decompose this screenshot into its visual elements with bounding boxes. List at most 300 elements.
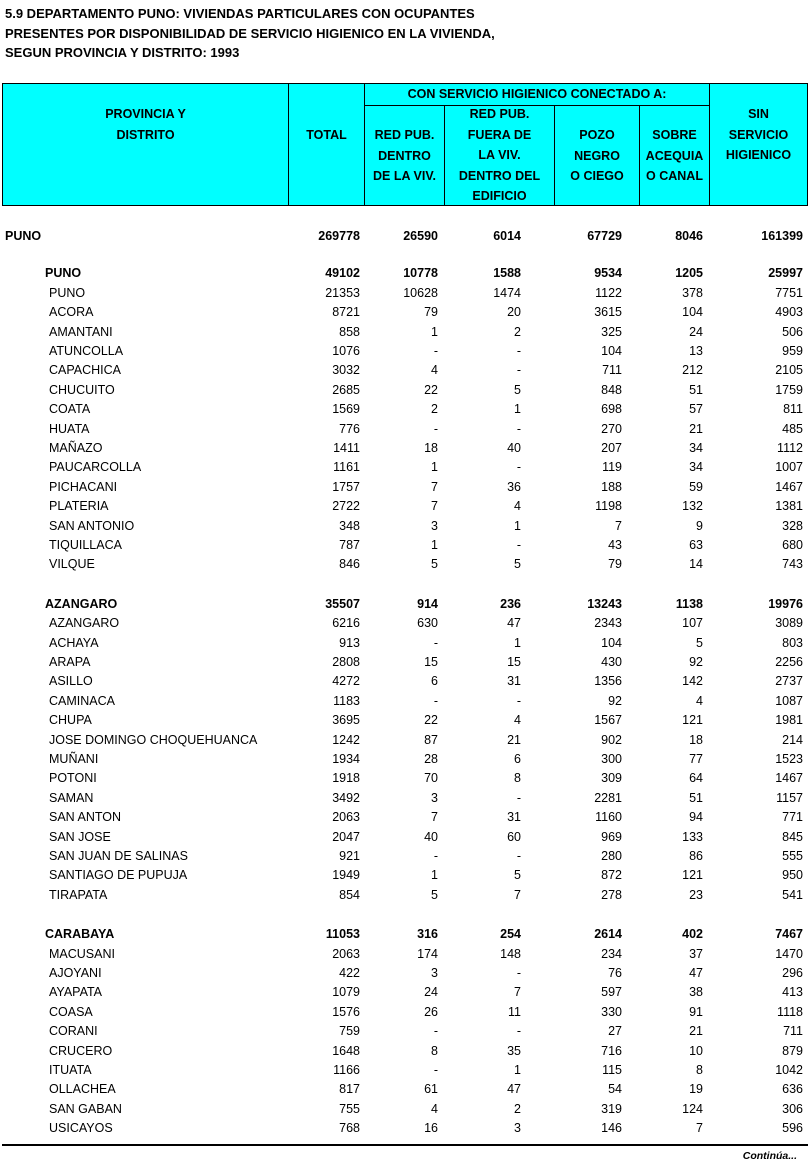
- row-value: 3089: [775, 616, 803, 631]
- row-value: 21: [507, 732, 521, 747]
- row-value: 212: [682, 363, 703, 378]
- row-value: 2685: [332, 382, 360, 397]
- row-value: 19: [689, 1082, 703, 1097]
- row-value: 300: [601, 752, 622, 766]
- row-value: 2: [431, 402, 438, 417]
- row-label: POTONI: [49, 771, 97, 786]
- row-value: -: [516, 693, 521, 708]
- table-row: [0, 1022, 811, 1041]
- row-value: -: [516, 363, 521, 378]
- row-label: PUNO: [45, 266, 82, 281]
- row-value: 91: [689, 1004, 703, 1019]
- row-value: -: [516, 790, 521, 805]
- row-label: SAN JUAN DE SALINAS: [49, 849, 188, 863]
- continued-note: Continúa...: [742, 1150, 797, 1162]
- row-value: 1183: [333, 693, 360, 708]
- row-value: -: [516, 1024, 521, 1039]
- row-value: 104: [601, 344, 622, 358]
- row-value: 743: [782, 557, 803, 572]
- row-value: 5: [514, 382, 521, 397]
- row-value: 28: [424, 752, 438, 766]
- row-label: COATA: [49, 402, 91, 417]
- row-value: -: [516, 849, 521, 863]
- row-label: PUNO: [5, 229, 42, 243]
- row-value: 969: [601, 829, 622, 844]
- row-value: 1381: [775, 499, 803, 514]
- row-value: 43: [608, 538, 622, 552]
- row-value: 21353: [325, 285, 360, 300]
- row-value: 2737: [775, 674, 803, 689]
- row-value: 5: [431, 887, 438, 902]
- row-value: 921: [339, 849, 360, 863]
- province-total-row: [0, 264, 811, 283]
- row-value: 5: [431, 557, 438, 572]
- row-value: 35: [507, 1043, 521, 1058]
- row-value: 817: [339, 1082, 360, 1097]
- row-value: 4: [514, 499, 521, 514]
- row-value: 1122: [595, 285, 622, 300]
- row-label: ARAPA: [49, 655, 91, 669]
- row-value: 47: [507, 616, 521, 631]
- row-value: 1949: [332, 868, 360, 883]
- row-value: -: [516, 344, 521, 358]
- row-value: 1981: [775, 713, 803, 728]
- row-value: 768: [339, 1121, 360, 1136]
- row-label: ATUNCOLLA: [49, 344, 124, 358]
- row-value: 596: [782, 1121, 803, 1136]
- row-value: 1205: [675, 266, 703, 281]
- row-value: 402: [682, 927, 703, 942]
- row-value: 1138: [675, 596, 703, 611]
- row-value: 26590: [403, 229, 438, 243]
- row-value: -: [433, 1024, 438, 1039]
- row-value: 2256: [775, 655, 803, 669]
- row-value: 4272: [332, 674, 360, 689]
- table-row: [0, 866, 811, 885]
- row-value: 1918: [332, 771, 360, 786]
- row-value: 16: [424, 1121, 438, 1136]
- row-value: 57: [689, 402, 703, 417]
- row-value: 10778: [403, 266, 438, 281]
- row-value: 161399: [761, 229, 803, 243]
- table-row: [0, 400, 811, 419]
- row-value: 1: [431, 324, 438, 339]
- row-value: 914: [417, 596, 438, 611]
- row-value: 148: [500, 946, 521, 961]
- table-row: [0, 458, 811, 477]
- row-value: 47: [507, 1082, 521, 1097]
- row-value: 236: [500, 596, 521, 611]
- table-row: [0, 692, 811, 711]
- row-value: 7: [431, 479, 438, 494]
- row-value: 1: [431, 868, 438, 883]
- row-value: 1079: [332, 985, 360, 1000]
- row-value: 51: [689, 790, 703, 805]
- row-value: 2: [514, 324, 521, 339]
- table-row: [0, 750, 811, 769]
- row-value: 1160: [595, 810, 622, 825]
- title-line: SEGUN PROVINCIA Y DISTRITO: 1993: [5, 45, 240, 60]
- row-value: 330: [601, 1004, 622, 1019]
- row-value: 1588: [493, 266, 521, 281]
- row-value: 328: [782, 518, 803, 533]
- department-total-row: [0, 227, 811, 246]
- row-value: 8: [431, 1043, 438, 1058]
- row-label: CAMINACA: [49, 693, 115, 708]
- row-value: 6216: [332, 616, 360, 631]
- row-value: 124: [682, 1101, 703, 1116]
- row-value: 711: [602, 363, 622, 378]
- row-label: USICAYOS: [49, 1121, 113, 1136]
- row-value: 15: [507, 655, 521, 669]
- table-row: [0, 478, 811, 497]
- table-row: [0, 439, 811, 458]
- row-value: 7: [615, 518, 622, 533]
- table-row: [0, 497, 811, 516]
- row-label: ACHAYA: [49, 635, 99, 650]
- row-label: SANTIAGO DE PUPUJA: [49, 868, 188, 883]
- row-value: 7: [514, 887, 521, 902]
- row-label: CAPACHICA: [49, 363, 122, 378]
- row-value: 2281: [594, 790, 622, 805]
- row-value: 49102: [325, 266, 360, 281]
- row-value: 430: [601, 655, 622, 669]
- row-value: 94: [689, 810, 703, 825]
- row-value: 872: [601, 868, 622, 883]
- table-row: [0, 672, 811, 691]
- table-row: [0, 1119, 811, 1138]
- row-value: 2047: [332, 829, 360, 844]
- row-value: 913: [339, 635, 360, 650]
- row-value: 133: [682, 829, 703, 844]
- row-value: 858: [339, 324, 360, 339]
- table-row: [0, 536, 811, 555]
- row-value: 1161: [333, 460, 360, 475]
- row-value: 325: [601, 324, 622, 339]
- table-row: [0, 1003, 811, 1022]
- row-value: 2063: [332, 810, 360, 825]
- row-value: 26: [424, 1004, 438, 1019]
- row-value: 3615: [594, 305, 622, 320]
- row-value: 269778: [318, 229, 360, 243]
- row-value: 319: [601, 1101, 622, 1116]
- row-value: 13: [689, 344, 703, 358]
- row-label: JOSE DOMINGO CHOQUEHUANCA: [49, 732, 258, 747]
- row-value: 7: [696, 1121, 703, 1136]
- row-value: 9: [696, 518, 703, 533]
- row-value: -: [433, 693, 438, 708]
- row-value: 60: [507, 829, 521, 844]
- row-value: 8: [696, 1063, 703, 1077]
- row-value: 1042: [775, 1063, 803, 1077]
- row-value: 3: [514, 1121, 521, 1136]
- row-value: 771: [782, 810, 803, 825]
- row-value: 38: [689, 985, 703, 1000]
- row-value: 1467: [775, 771, 803, 786]
- row-value: 776: [339, 421, 360, 436]
- table-row: [0, 847, 811, 866]
- row-value: 8721: [332, 305, 360, 320]
- row-value: 1242: [332, 732, 360, 747]
- table-row: [0, 731, 811, 750]
- row-value: 3032: [332, 363, 360, 378]
- row-value: 2063: [332, 946, 360, 961]
- row-value: 107: [682, 616, 703, 631]
- table-row: [0, 808, 811, 827]
- row-label: VILQUE: [49, 557, 95, 572]
- row-value: 19976: [768, 596, 803, 611]
- row-value: 959: [782, 344, 803, 358]
- row-value: 845: [782, 829, 803, 844]
- row-value: 64: [689, 771, 703, 786]
- row-label: CARABAYA: [45, 927, 115, 942]
- row-value: 1757: [332, 479, 360, 494]
- row-value: 1: [514, 402, 521, 417]
- row-value: 142: [682, 674, 703, 689]
- row-value: 1474: [493, 285, 521, 300]
- row-value: -: [433, 421, 438, 436]
- row-label: AJOYANI: [49, 966, 102, 980]
- header-group-label: CON SERVICIO HIGIENICO CONECTADO A:: [407, 87, 667, 101]
- row-label: CRUCERO: [49, 1043, 113, 1058]
- row-value: 18: [689, 732, 703, 747]
- row-value: 711: [783, 1024, 803, 1039]
- row-value: 2343: [594, 616, 622, 631]
- table-row: [0, 614, 811, 633]
- table-bottom-rule: [2, 1144, 808, 1146]
- row-value: -: [516, 966, 521, 980]
- row-value: 879: [782, 1043, 803, 1058]
- header-total: TOTAL: [306, 128, 347, 142]
- row-value: 35507: [325, 596, 360, 611]
- row-label: CHUPA: [49, 713, 92, 728]
- row-value: 8046: [675, 229, 703, 243]
- row-value: -: [516, 538, 521, 552]
- row-value: 2808: [332, 655, 360, 669]
- row-value: 31: [507, 810, 521, 825]
- row-value: 54: [608, 1082, 622, 1097]
- row-value: 1: [431, 460, 438, 475]
- row-label: MUÑANI: [49, 752, 99, 766]
- table-row: [0, 284, 811, 303]
- row-value: 92: [689, 655, 703, 669]
- table-row: [0, 828, 811, 847]
- row-value: -: [516, 421, 521, 436]
- table-row: [0, 361, 811, 380]
- row-value: 1: [514, 1063, 521, 1077]
- row-value: 119: [602, 460, 622, 475]
- row-value: 14: [689, 557, 703, 572]
- province-total-row: [0, 925, 811, 944]
- row-value: 716: [601, 1043, 622, 1058]
- row-value: 61: [424, 1082, 438, 1097]
- row-value: 759: [339, 1024, 360, 1039]
- row-value: 1157: [776, 790, 803, 805]
- row-value: 1112: [777, 441, 803, 455]
- row-value: 1: [514, 518, 521, 533]
- row-value: 37: [689, 946, 703, 961]
- row-value: 6014: [493, 229, 521, 243]
- row-label: ASILLO: [49, 674, 93, 689]
- row-value: 234: [601, 946, 622, 961]
- row-label: SAN GABAN: [49, 1101, 122, 1116]
- row-value: 207: [601, 441, 622, 455]
- row-value: 104: [601, 635, 622, 650]
- row-value: 1: [431, 538, 438, 552]
- row-value: 115: [602, 1063, 622, 1077]
- row-value: 6: [514, 752, 521, 766]
- row-value: 10628: [403, 285, 438, 300]
- row-value: 1076: [332, 344, 360, 358]
- row-value: 2614: [594, 927, 622, 942]
- row-value: 309: [601, 771, 622, 786]
- row-value: 1356: [594, 674, 622, 689]
- row-value: 87: [424, 732, 438, 747]
- row-value: 7: [514, 985, 521, 1000]
- row-label: PLATERIA: [49, 499, 109, 514]
- table-row: [0, 420, 811, 439]
- row-value: 77: [689, 752, 703, 766]
- row-value: 121: [682, 713, 703, 728]
- row-value: 7: [431, 810, 438, 825]
- row-label: TIQUILLACA: [49, 538, 122, 552]
- row-value: 1198: [595, 499, 622, 514]
- row-value: 1467: [775, 479, 803, 494]
- table-row: [0, 1042, 811, 1061]
- row-value: 1470: [775, 946, 803, 961]
- row-label: MACUSANI: [49, 946, 115, 961]
- row-value: 846: [339, 557, 360, 572]
- row-value: 803: [782, 635, 803, 650]
- row-value: 11: [508, 1004, 521, 1019]
- row-value: 36: [507, 479, 521, 494]
- header-province: PROVINCIA Y DISTRITO: [105, 107, 186, 142]
- row-value: 787: [339, 538, 360, 552]
- row-value: 3492: [332, 790, 360, 805]
- row-label: SAN JOSE: [49, 829, 111, 844]
- row-label: COASA: [49, 1004, 93, 1019]
- row-value: 306: [782, 1101, 803, 1116]
- row-value: 296: [782, 966, 803, 980]
- row-value: 413: [782, 985, 803, 1000]
- table-row: [0, 945, 811, 964]
- table-row: [0, 303, 811, 322]
- row-value: 5: [514, 557, 521, 572]
- table-row: [0, 323, 811, 342]
- row-value: 378: [682, 285, 703, 300]
- row-value: 316: [417, 927, 438, 942]
- row-value: 146: [601, 1121, 622, 1136]
- row-value: 854: [339, 887, 360, 902]
- row-value: -: [516, 460, 521, 475]
- row-value: 4: [431, 1101, 438, 1116]
- row-value: 79: [608, 557, 622, 572]
- row-value: -: [433, 1063, 438, 1077]
- table-row: [0, 1100, 811, 1119]
- row-value: 15: [424, 655, 438, 669]
- row-value: 485: [782, 421, 803, 436]
- row-value: 3: [431, 966, 438, 980]
- table-row: [0, 381, 811, 400]
- row-value: 7: [431, 499, 438, 514]
- row-value: 23: [689, 887, 703, 902]
- row-value: 680: [782, 538, 803, 552]
- table-header: [2, 83, 808, 206]
- row-value: 79: [424, 305, 438, 320]
- row-value: 11053: [325, 927, 360, 942]
- table-row: [0, 711, 811, 730]
- row-value: 121: [682, 868, 703, 883]
- row-value: 104: [682, 305, 703, 320]
- row-value: 1087: [775, 693, 803, 708]
- row-value: 2: [514, 1101, 521, 1116]
- row-value: 214: [782, 732, 803, 747]
- title-line: 5.9 DEPARTAMENTO PUNO: VIVIENDAS PARTICULARES CON OCUPANTES: [5, 6, 475, 21]
- row-label: PICHACANI: [49, 479, 118, 494]
- row-label: ITUATA: [49, 1063, 92, 1077]
- province-total-row: [0, 595, 811, 614]
- row-value: 9534: [594, 266, 622, 281]
- row-value: 3695: [332, 713, 360, 728]
- row-value: 34: [689, 441, 703, 455]
- row-value: 24: [424, 985, 438, 1000]
- row-value: 698: [601, 402, 622, 417]
- row-value: 76: [608, 966, 622, 980]
- table-row: [0, 1061, 811, 1080]
- row-value: 70: [424, 771, 438, 786]
- row-label: CHUCUITO: [49, 382, 115, 397]
- row-value: 1411: [333, 441, 360, 455]
- row-value: 34: [689, 460, 703, 475]
- row-value: 8: [514, 771, 521, 786]
- row-value: 555: [782, 849, 803, 863]
- row-label: PAUCARCOLLA: [49, 460, 142, 475]
- row-value: 348: [339, 518, 360, 533]
- row-value: 4: [696, 693, 703, 708]
- row-value: 755: [339, 1101, 360, 1116]
- row-value: 7467: [775, 927, 803, 942]
- row-label: MAÑAZO: [49, 441, 103, 455]
- row-value: 422: [339, 966, 360, 980]
- row-value: 25997: [768, 266, 803, 281]
- row-value: 630: [417, 616, 438, 631]
- row-value: 541: [782, 887, 803, 902]
- table-row: [0, 964, 811, 983]
- row-value: 2722: [332, 499, 360, 514]
- row-value: -: [433, 635, 438, 650]
- row-value: 7751: [775, 285, 803, 300]
- row-value: 902: [601, 732, 622, 747]
- row-value: 22: [424, 382, 438, 397]
- row-value: 132: [682, 499, 703, 514]
- header-red-fuera: RED PUB. FUERA DE LA VIV. DENTRO DEL EDIFICIO: [458, 107, 541, 203]
- row-value: 6: [431, 674, 438, 689]
- row-value: 2105: [775, 363, 803, 378]
- row-value: 174: [417, 946, 438, 961]
- row-value: 636: [782, 1082, 803, 1097]
- row-value: 4903: [775, 305, 803, 320]
- row-label: CORANI: [49, 1024, 98, 1039]
- row-value: 3: [431, 790, 438, 805]
- row-value: 21: [689, 1024, 703, 1039]
- row-value: 254: [500, 927, 521, 942]
- table-row: [0, 653, 811, 672]
- row-label: AZANGARO: [49, 616, 120, 631]
- header-pozo: POZO NEGRO O CIEGO: [570, 128, 624, 183]
- row-value: -: [433, 849, 438, 863]
- row-value: 63: [689, 538, 703, 552]
- table-row: [0, 789, 811, 808]
